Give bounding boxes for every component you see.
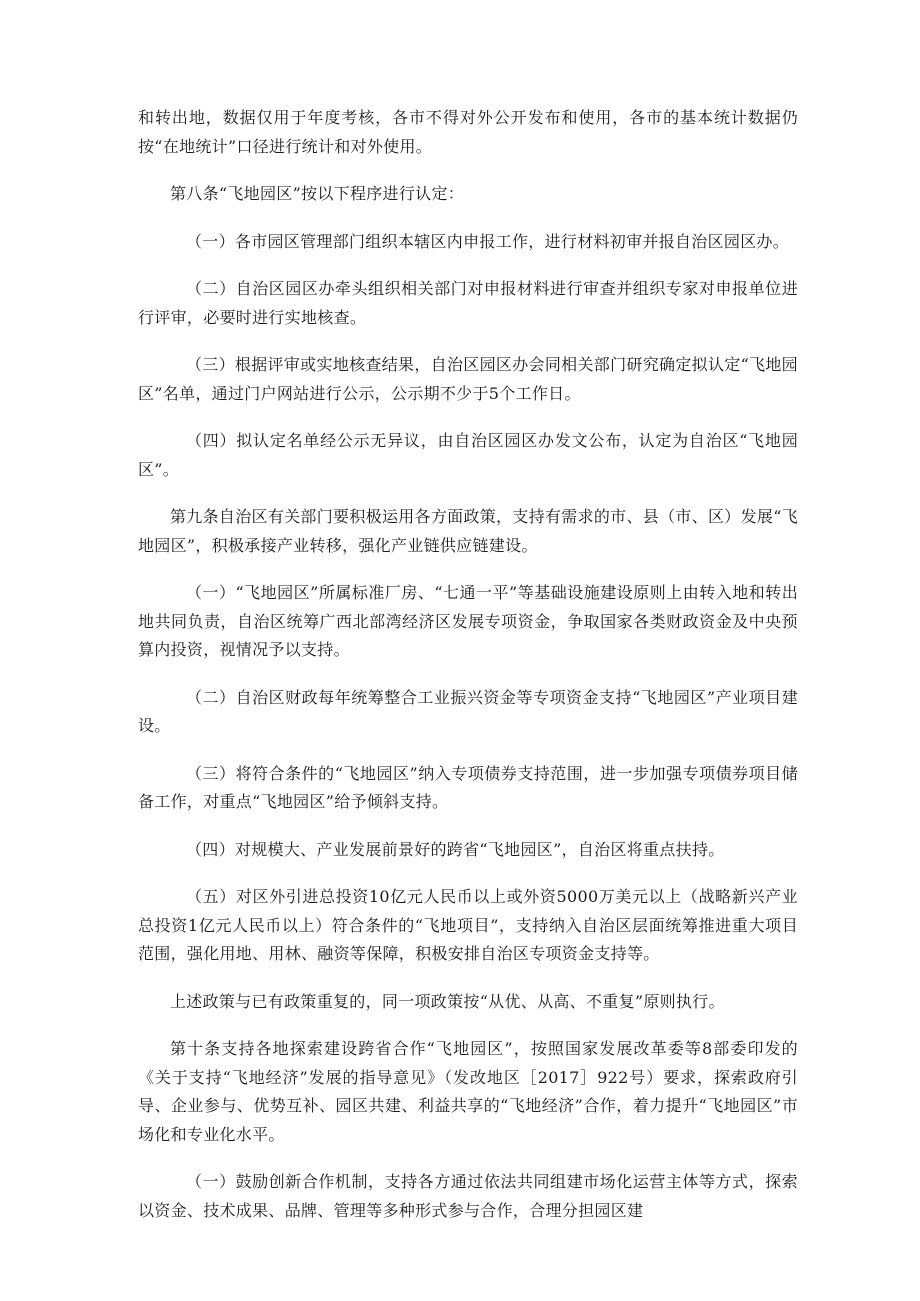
policy-note: 上述政策与已有政策重复的，同一项政策按“从优、从高、不重复”原则执行。 <box>170 991 725 1011</box>
article-10-item-1: （一）鼓励创新合作机制，支持各方通过依法共同组建市场化运营主体等方式，探索以资金、技术成果、品牌、管理等多种形式参与合作，合理分担园区建 <box>138 1172 798 1220</box>
article-9-item-5: （五）对区外引进总投资10亿元人民币以上或外资5000万美元以上（战略新兴产业总投资1亿元人民币以上）符合条件的“飞地项目”，支持纳入自治区层面统筹推进重大项目范围，强化用地、用林、融资等保障，积极安排自治区专项资金支持等。 <box>138 887 798 963</box>
article-8-heading: 第八条“飞地园区”按以下程序进行认定： <box>170 184 465 203</box>
paragraph-0: 和转出地，数据仅用于年度考核，各市不得对外公开发布和使用，各市的基本统计数据仍按“在地统计”口径进行统计和对外使用。 <box>138 108 798 156</box>
article-9-item-4: （四）对规模大、产业发展前景好的跨省“飞地园区”，自治区将重点扶持。 <box>186 839 725 859</box>
article-9-item-3: （三）将符合条件的“飞地园区”纳入专项债券支持范围，进一步加强专项债券项目储备工作，对重点“飞地园区”给予倾斜支持。 <box>138 763 798 811</box>
article-10-heading: 第十条支持各地探索建设跨省合作“飞地园区”，按照国家发展改革委等8部委印发的《关于支持“飞地经济”发展的指导意见》（发改地区［2017］922号）要求，探索政府引导、企业参与、优势互补、园区共建、利益共享的“飞地经济”合作，着力提升“飞地园区”市场化和专业化水平。 <box>138 1039 798 1144</box>
document-body <box>138 104 798 1244</box>
article-8-item-4: （四）拟认定名单经公示无异议，由自治区园区办发文公布，认定为自治区“飞地园区”。 <box>138 431 798 479</box>
article-9-heading: 第九条自治区有关部门要积极运用各方面政策，支持有需求的市、县（市、区）发展“飞地园区”，积极承接产业转移，强化产业链供应链建设。 <box>138 507 798 555</box>
article-8-item-1: （一）各市园区管理部门组织本辖区内申报工作，进行材料初审并报自治区园区办。 <box>186 231 790 251</box>
article-8-item-2: （二）自治区园区办牵头组织相关部门对申报材料进行审查并组织专家对申报单位进行评审，必要时进行实地核查。 <box>138 279 798 327</box>
article-9-item-1: （一）“飞地园区”所属标准厂房、“七通一平”等基础设施建设原则上由转入地和转出地共同负责，自治区统筹广西北部湾经济区发展专项资金，争取国家各类财政资金及中央预算内投资，视情况予以支持。 <box>138 583 798 659</box>
article-8-item-3: （三）根据评审或实地核查结果，自治区园区办会同相关部门研究确定拟认定“飞地园区”名单，通过门户网站进行公示，公示期不少于5个工作日。 <box>138 355 798 403</box>
article-9-item-2: （二）自治区财政每年统筹整合工业振兴资金等专项资金支持“飞地园区”产业项目建设。 <box>138 687 798 735</box>
